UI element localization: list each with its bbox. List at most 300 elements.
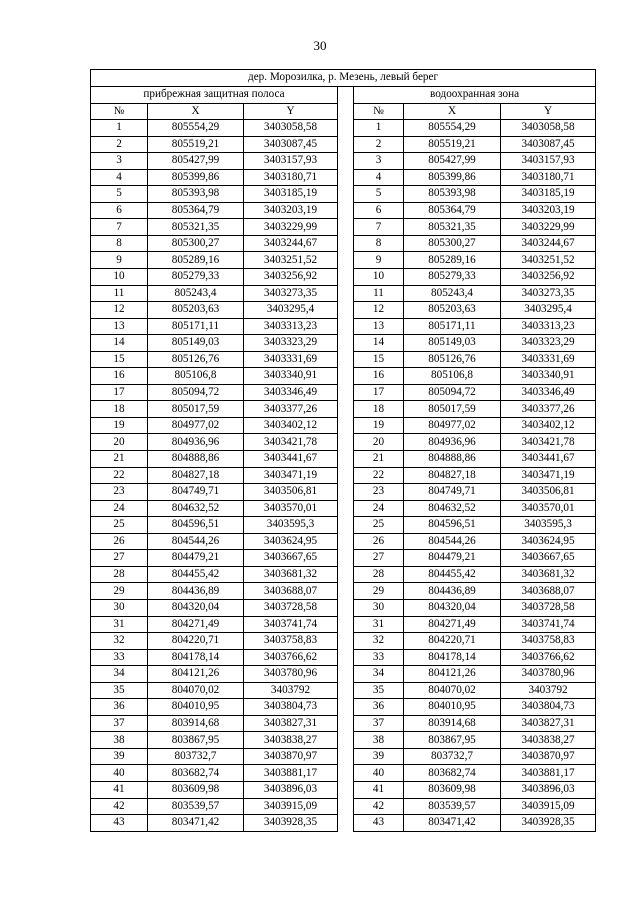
left-x-value: 804271,49: [148, 616, 244, 633]
left-point-number: 28: [91, 566, 148, 583]
left-y-value: 3403881,17: [244, 765, 338, 782]
left-point-number: 18: [91, 401, 148, 418]
left-point-number: 43: [91, 815, 148, 832]
right-point-number: 23: [354, 484, 404, 501]
right-x-value: 803471,42: [404, 815, 501, 832]
right-point-number: 18: [354, 401, 404, 418]
right-x-value: 804888,86: [404, 451, 501, 468]
right-x-value: 803914,68: [404, 715, 501, 732]
table-row: [91, 401, 596, 418]
column-gap: [338, 169, 354, 186]
right-y-value: 3403915,09: [501, 798, 596, 815]
right-point-number: 28: [354, 566, 404, 583]
column-gap: [338, 136, 354, 153]
right-y-value: 3403157,93: [501, 153, 596, 170]
left-point-number: 32: [91, 633, 148, 650]
left-point-number: 5: [91, 186, 148, 203]
left-y-value: 3403244,67: [244, 235, 338, 252]
right-y-value: 3403624,95: [501, 533, 596, 550]
right-point-number: 34: [354, 666, 404, 683]
right-x-value: 805300,27: [404, 235, 501, 252]
right-y-value: 3403340,91: [501, 368, 596, 385]
right-x-value: 805399,86: [404, 169, 501, 186]
right-y-value: 3403251,52: [501, 252, 596, 269]
right-y-value: 3403688,07: [501, 583, 596, 600]
left-x-value: 803539,57: [148, 798, 244, 815]
table-row: [91, 583, 596, 600]
table-row: [91, 318, 596, 335]
column-gap: [338, 285, 354, 302]
right-x-value: 805279,33: [404, 269, 501, 286]
left-col-number-header: №: [91, 103, 148, 120]
table-row: [91, 715, 596, 732]
right-point-number: 42: [354, 798, 404, 815]
right-point-number: 10: [354, 269, 404, 286]
right-x-value: 803732,7: [404, 748, 501, 765]
left-x-value: 803471,42: [148, 815, 244, 832]
right-x-value: 804271,49: [404, 616, 501, 633]
column-gap: [338, 550, 354, 567]
column-gap: [338, 103, 354, 120]
right-point-number: 40: [354, 765, 404, 782]
right-point-number: 31: [354, 616, 404, 633]
table-row: [91, 451, 596, 468]
left-point-number: 40: [91, 765, 148, 782]
table-row: [91, 748, 596, 765]
right-y-value: 3403766,62: [501, 649, 596, 666]
left-y-value: 3403827,31: [244, 715, 338, 732]
right-y-value: 3403804,73: [501, 699, 596, 716]
left-point-number: 3: [91, 153, 148, 170]
left-x-value: 805126,76: [148, 351, 244, 368]
right-point-number: 1: [354, 120, 404, 137]
right-x-value: 804596,51: [404, 517, 501, 534]
right-y-value: 3403506,81: [501, 484, 596, 501]
left-x-value: 805427,99: [148, 153, 244, 170]
left-x-value: 804596,51: [148, 517, 244, 534]
left-y-value: 3403331,69: [244, 351, 338, 368]
table-row: [91, 235, 596, 252]
right-y-value: 3403377,26: [501, 401, 596, 418]
table-row: [91, 815, 596, 832]
left-x-value: 804479,21: [148, 550, 244, 567]
right-x-value: 805364,79: [404, 202, 501, 219]
right-y-value: 3403346,49: [501, 384, 596, 401]
table-row: [91, 566, 596, 583]
right-x-value: 805519,21: [404, 136, 501, 153]
left-x-value: 805279,33: [148, 269, 244, 286]
left-y-value: 3403741,74: [244, 616, 338, 633]
column-gap: [338, 451, 354, 468]
left-point-number: 1: [91, 120, 148, 137]
left-y-value: 3403157,93: [244, 153, 338, 170]
right-y-value: 3403728,58: [501, 599, 596, 616]
left-point-number: 17: [91, 384, 148, 401]
left-x-value: 804070,02: [148, 682, 244, 699]
right-point-number: 29: [354, 583, 404, 600]
left-x-value: 804749,71: [148, 484, 244, 501]
column-gap: [338, 748, 354, 765]
left-y-value: 3403595,3: [244, 517, 338, 534]
right-y-value: 3403203,19: [501, 202, 596, 219]
right-point-number: 9: [354, 252, 404, 269]
left-point-number: 2: [91, 136, 148, 153]
left-point-number: 19: [91, 417, 148, 434]
left-y-value: 3403766,62: [244, 649, 338, 666]
left-y-value: 3403915,09: [244, 798, 338, 815]
column-gap: [338, 335, 354, 352]
left-point-number: 8: [91, 235, 148, 252]
left-point-number: 6: [91, 202, 148, 219]
left-point-number: 20: [91, 434, 148, 451]
right-x-value: 805554,29: [404, 120, 501, 137]
left-x-value: 804977,02: [148, 417, 244, 434]
right-y-value: 3403758,83: [501, 633, 596, 650]
right-x-value: 804070,02: [404, 682, 501, 699]
right-point-number: 13: [354, 318, 404, 335]
table-row: [91, 335, 596, 352]
right-y-value: 3403667,65: [501, 550, 596, 567]
left-point-number: 4: [91, 169, 148, 186]
right-point-number: 38: [354, 732, 404, 749]
left-point-number: 36: [91, 699, 148, 716]
column-gap: [338, 616, 354, 633]
table-row: [91, 434, 596, 451]
left-point-number: 35: [91, 682, 148, 699]
left-y-value: 3403203,19: [244, 202, 338, 219]
column-gap: [338, 666, 354, 683]
column-gap: [338, 318, 354, 335]
right-y-value: 3403827,31: [501, 715, 596, 732]
right-point-number: 4: [354, 169, 404, 186]
left-x-value: 805399,86: [148, 169, 244, 186]
left-point-number: 30: [91, 599, 148, 616]
right-x-value: 803539,57: [404, 798, 501, 815]
column-gap: [338, 351, 354, 368]
table-row: [91, 599, 596, 616]
right-y-value: 3403273,35: [501, 285, 596, 302]
left-point-number: 22: [91, 467, 148, 484]
right-x-value: 805203,63: [404, 302, 501, 319]
right-point-number: 22: [354, 467, 404, 484]
left-y-value: 3403251,52: [244, 252, 338, 269]
column-gap: [338, 252, 354, 269]
left-y-value: 3403928,35: [244, 815, 338, 832]
right-x-value: 804010,95: [404, 699, 501, 716]
left-point-number: 9: [91, 252, 148, 269]
column-gap: [338, 566, 354, 583]
right-y-value: 3403441,67: [501, 451, 596, 468]
left-point-number: 12: [91, 302, 148, 319]
coordinates-table: [90, 69, 596, 832]
right-y-value: 3403792: [501, 682, 596, 699]
left-y-value: 3403273,35: [244, 285, 338, 302]
left-y-value: 3403185,19: [244, 186, 338, 203]
table-row: [91, 699, 596, 716]
table-title: дер. Морозилка, р. Мезень, левый берег: [91, 70, 596, 87]
right-y-value: 3403185,19: [501, 186, 596, 203]
table-row: [91, 533, 596, 550]
right-x-value: 805094,72: [404, 384, 501, 401]
right-point-number: 25: [354, 517, 404, 534]
left-x-value: 804436,89: [148, 583, 244, 600]
column-gap: [338, 219, 354, 236]
table-row: [91, 550, 596, 567]
left-y-value: 3403295,4: [244, 302, 338, 319]
right-point-number: 17: [354, 384, 404, 401]
table-row: [91, 186, 596, 203]
right-y-value: 3403295,4: [501, 302, 596, 319]
column-gap: [338, 235, 354, 252]
right-point-number: 5: [354, 186, 404, 203]
right-y-value: 3403331,69: [501, 351, 596, 368]
right-point-number: 2: [354, 136, 404, 153]
table-row: [91, 120, 596, 137]
right-x-value: 804936,96: [404, 434, 501, 451]
column-gap: [338, 599, 354, 616]
left-point-number: 16: [91, 368, 148, 385]
left-y-value: 3403087,45: [244, 136, 338, 153]
left-x-value: 805203,63: [148, 302, 244, 319]
right-x-value: 805427,99: [404, 153, 501, 170]
left-point-number: 24: [91, 500, 148, 517]
right-point-number: 6: [354, 202, 404, 219]
right-x-value: 804178,14: [404, 649, 501, 666]
page-number: 30: [313, 38, 327, 53]
left-point-number: 10: [91, 269, 148, 286]
left-x-value: 805106,8: [148, 368, 244, 385]
right-col-x-header: X: [404, 103, 501, 120]
right-x-value: 804632,52: [404, 500, 501, 517]
section-header-row: [91, 87, 596, 104]
right-point-number: 35: [354, 682, 404, 699]
left-point-number: 34: [91, 666, 148, 683]
column-gap: [338, 533, 354, 550]
column-gap: [338, 302, 354, 319]
left-y-value: 3403870,97: [244, 748, 338, 765]
column-gap: [338, 798, 354, 815]
right-y-value: 3403928,35: [501, 815, 596, 832]
column-gap: [338, 202, 354, 219]
column-gap: [338, 120, 354, 137]
right-y-value: 3403402,12: [501, 417, 596, 434]
right-point-number: 37: [354, 715, 404, 732]
left-point-number: 38: [91, 732, 148, 749]
table-row: [91, 781, 596, 798]
left-x-value: 805364,79: [148, 202, 244, 219]
left-x-value: 803682,74: [148, 765, 244, 782]
table-row: [91, 484, 596, 501]
left-y-value: 3403340,91: [244, 368, 338, 385]
right-y-value: 3403681,32: [501, 566, 596, 583]
left-y-value: 3403256,92: [244, 269, 338, 286]
right-y-value: 3403741,74: [501, 616, 596, 633]
right-x-value: 804121,26: [404, 666, 501, 683]
left-point-number: 15: [91, 351, 148, 368]
left-point-number: 11: [91, 285, 148, 302]
left-x-value: 804827,18: [148, 467, 244, 484]
right-x-value: 804827,18: [404, 467, 501, 484]
left-y-value: 3403838,27: [244, 732, 338, 749]
left-point-number: 42: [91, 798, 148, 815]
left-point-number: 27: [91, 550, 148, 567]
left-y-value: 3403804,73: [244, 699, 338, 716]
right-point-number: 32: [354, 633, 404, 650]
right-y-value: 3403595,3: [501, 517, 596, 534]
left-col-x-header: X: [148, 103, 244, 120]
left-y-value: 3403229,99: [244, 219, 338, 236]
right-x-value: 805149,03: [404, 335, 501, 352]
right-y-value: 3403087,45: [501, 136, 596, 153]
column-gap: [338, 269, 354, 286]
left-x-value: 805519,21: [148, 136, 244, 153]
right-y-value: 3403870,97: [501, 748, 596, 765]
right-y-value: 3403313,23: [501, 318, 596, 335]
left-point-number: 13: [91, 318, 148, 335]
table-row: [91, 169, 596, 186]
table-row: [91, 153, 596, 170]
right-col-number-header: №: [354, 103, 404, 120]
column-gap: [338, 815, 354, 832]
left-y-value: 3403180,71: [244, 169, 338, 186]
left-point-number: 29: [91, 583, 148, 600]
table-title-row: [91, 70, 596, 87]
column-gap: [338, 649, 354, 666]
right-x-value: 804977,02: [404, 417, 501, 434]
table-row: [91, 500, 596, 517]
right-x-value: 805289,16: [404, 252, 501, 269]
left-x-value: 804632,52: [148, 500, 244, 517]
right-y-value: 3403896,03: [501, 781, 596, 798]
table-row: [91, 384, 596, 401]
table-row: [91, 616, 596, 633]
left-y-value: 3403896,03: [244, 781, 338, 798]
right-y-value: 3403838,27: [501, 732, 596, 749]
right-point-number: 19: [354, 417, 404, 434]
table-row: [91, 202, 596, 219]
left-x-value: 804455,42: [148, 566, 244, 583]
right-point-number: 33: [354, 649, 404, 666]
left-point-number: 41: [91, 781, 148, 798]
right-x-value: 803867,95: [404, 732, 501, 749]
right-x-value: 805171,11: [404, 318, 501, 335]
right-x-value: 804320,04: [404, 599, 501, 616]
right-y-value: 3403881,17: [501, 765, 596, 782]
right-x-value: 805126,76: [404, 351, 501, 368]
left-section-title: прибрежная защитная полоса: [91, 87, 338, 104]
right-x-value: 805106,8: [404, 368, 501, 385]
right-x-value: 805243,4: [404, 285, 501, 302]
left-point-number: 26: [91, 533, 148, 550]
left-y-value: 3403402,12: [244, 417, 338, 434]
left-point-number: 37: [91, 715, 148, 732]
left-col-y-header: Y: [244, 103, 338, 120]
table-row: [91, 798, 596, 815]
left-x-value: 805243,4: [148, 285, 244, 302]
column-gap: [338, 434, 354, 451]
left-x-value: 803914,68: [148, 715, 244, 732]
table-row: [91, 285, 596, 302]
left-x-value: 805300,27: [148, 235, 244, 252]
left-x-value: 804220,71: [148, 633, 244, 650]
right-x-value: 804220,71: [404, 633, 501, 650]
right-x-value: 804479,21: [404, 550, 501, 567]
right-point-number: 41: [354, 781, 404, 798]
left-point-number: 25: [91, 517, 148, 534]
table-row: [91, 467, 596, 484]
column-gap: [338, 417, 354, 434]
column-gap: [338, 153, 354, 170]
right-y-value: 3403780,96: [501, 666, 596, 683]
right-y-value: 3403244,67: [501, 235, 596, 252]
right-point-number: 16: [354, 368, 404, 385]
left-x-value: 804178,14: [148, 649, 244, 666]
left-y-value: 3403570,01: [244, 500, 338, 517]
right-point-number: 30: [354, 599, 404, 616]
right-point-number: 14: [354, 335, 404, 352]
left-x-value: 805321,35: [148, 219, 244, 236]
right-point-number: 36: [354, 699, 404, 716]
left-point-number: 33: [91, 649, 148, 666]
right-point-number: 12: [354, 302, 404, 319]
left-point-number: 14: [91, 335, 148, 352]
right-y-value: 3403421,78: [501, 434, 596, 451]
right-point-number: 20: [354, 434, 404, 451]
table-row: [91, 136, 596, 153]
right-point-number: 43: [354, 815, 404, 832]
left-x-value: 804888,86: [148, 451, 244, 468]
column-gap: [338, 368, 354, 385]
left-y-value: 3403506,81: [244, 484, 338, 501]
left-x-value: 804544,26: [148, 533, 244, 550]
table-row: [91, 269, 596, 286]
left-y-value: 3403780,96: [244, 666, 338, 683]
left-x-value: 805554,29: [148, 120, 244, 137]
right-col-y-header: Y: [501, 103, 596, 120]
right-x-value: 803682,74: [404, 765, 501, 782]
left-y-value: 3403681,32: [244, 566, 338, 583]
right-point-number: 39: [354, 748, 404, 765]
right-y-value: 3403323,29: [501, 335, 596, 352]
left-y-value: 3403346,49: [244, 384, 338, 401]
left-y-value: 3403758,83: [244, 633, 338, 650]
column-gap: [338, 467, 354, 484]
right-point-number: 21: [354, 451, 404, 468]
left-y-value: 3403377,26: [244, 401, 338, 418]
left-x-value: 804320,04: [148, 599, 244, 616]
table-row: [91, 649, 596, 666]
left-y-value: 3403421,78: [244, 434, 338, 451]
column-gap: [338, 699, 354, 716]
left-x-value: 805094,72: [148, 384, 244, 401]
column-gap: [338, 781, 354, 798]
left-point-number: 23: [91, 484, 148, 501]
table-row: [91, 732, 596, 749]
left-y-value: 3403441,67: [244, 451, 338, 468]
left-point-number: 7: [91, 219, 148, 236]
left-x-value: 804010,95: [148, 699, 244, 716]
right-y-value: 3403180,71: [501, 169, 596, 186]
column-gap: [338, 401, 354, 418]
right-y-value: 3403471,19: [501, 467, 596, 484]
table-row: [91, 368, 596, 385]
left-point-number: 39: [91, 748, 148, 765]
left-y-value: 3403728,58: [244, 599, 338, 616]
column-gap: [338, 484, 354, 501]
column-gap: [338, 87, 354, 104]
column-gap: [338, 384, 354, 401]
table-row: [91, 252, 596, 269]
